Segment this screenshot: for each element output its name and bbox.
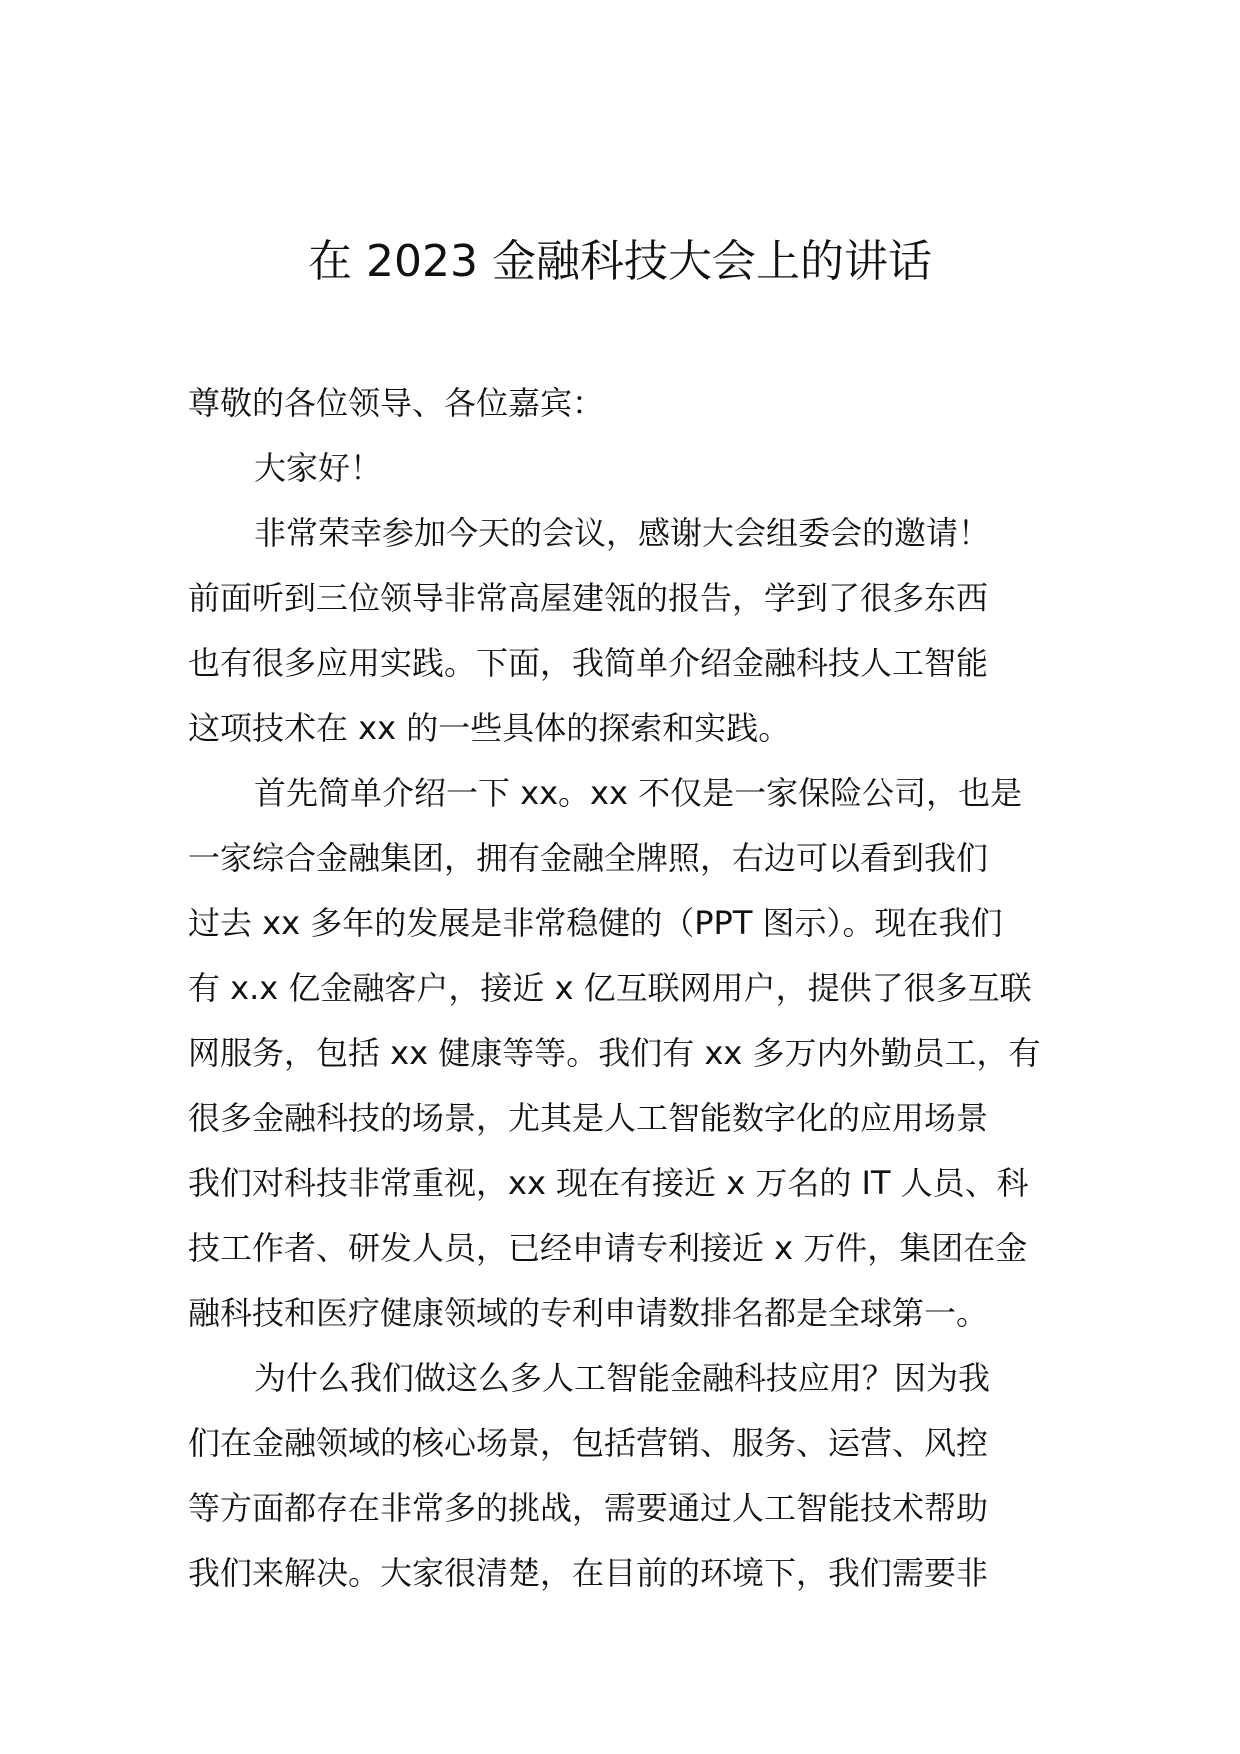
paragraph-line: 这项技术在 xx 的一些具体的探索和实践。 xyxy=(188,709,791,747)
paragraph-line: 为什么我们做这么多人工智能金融科技应用？因为我 xyxy=(254,1359,991,1397)
paragraph-line: 过去 xx 多年的发展是非常稳健的（PPT 图示）。现在我们 xyxy=(188,904,1003,942)
paragraph-2 xyxy=(188,761,1052,1346)
paragraph-line: 一家综合金融集团，拥有金融全牌照，右边可以看到我们 xyxy=(188,839,989,877)
paragraph-line: 我们对科技非常重视，xx 现在有接近 x 万名的 IT 人员、科 xyxy=(188,1164,1029,1202)
greeting: 大家好！ xyxy=(254,449,383,487)
paragraph-line: 也有很多应用实践。下面，我简单介绍金融科技人工智能 xyxy=(188,644,989,682)
document-title: 在 2023 金融科技大会上的讲话 xyxy=(308,236,932,287)
paragraph-line: 很多金融科技的场景，尤其是人工智能数字化的应用场景 xyxy=(188,1099,989,1137)
paragraph-line: 网服务，包括 xx 健康等等。我们有 xx 多万内外勤员工，有 xyxy=(188,1034,1041,1072)
paragraph-line: 我们来解决。大家很清楚，在目前的环境下，我们需要非 xyxy=(188,1554,989,1592)
paragraph-line: 首先简单介绍一下 xx。xx 不仅是一家保险公司，也是 xyxy=(254,774,1023,812)
paragraph-3 xyxy=(188,1346,1052,1606)
speech-body xyxy=(188,371,1052,1606)
paragraph-line: 们在金融领域的核心场景，包括营销、服务、运营、风控 xyxy=(188,1424,989,1462)
paragraph-line: 等方面都存在非常多的挑战，需要通过人工智能技术帮助 xyxy=(188,1489,989,1527)
paragraph-1 xyxy=(188,501,1052,761)
paragraph-line: 前面听到三位领导非常高屋建瓴的报告，学到了很多东西 xyxy=(188,579,989,617)
paragraph-line: 技工作者、研发人员，已经申请专利接近 x 万件，集团在金 xyxy=(188,1229,1028,1267)
paragraph-line: 有 x.x 亿金融客户，接近 x 亿互联网用户，提供了很多互联 xyxy=(188,969,1032,1007)
salutation: 尊敬的各位领导、各位嘉宾： xyxy=(188,384,605,422)
paragraph-line: 融科技和医疗健康领域的专利申请数排名都是全球第一。 xyxy=(188,1294,989,1332)
paragraph-line: 非常荣幸参加今天的会议，感谢大会组委会的邀请！ xyxy=(254,514,991,552)
